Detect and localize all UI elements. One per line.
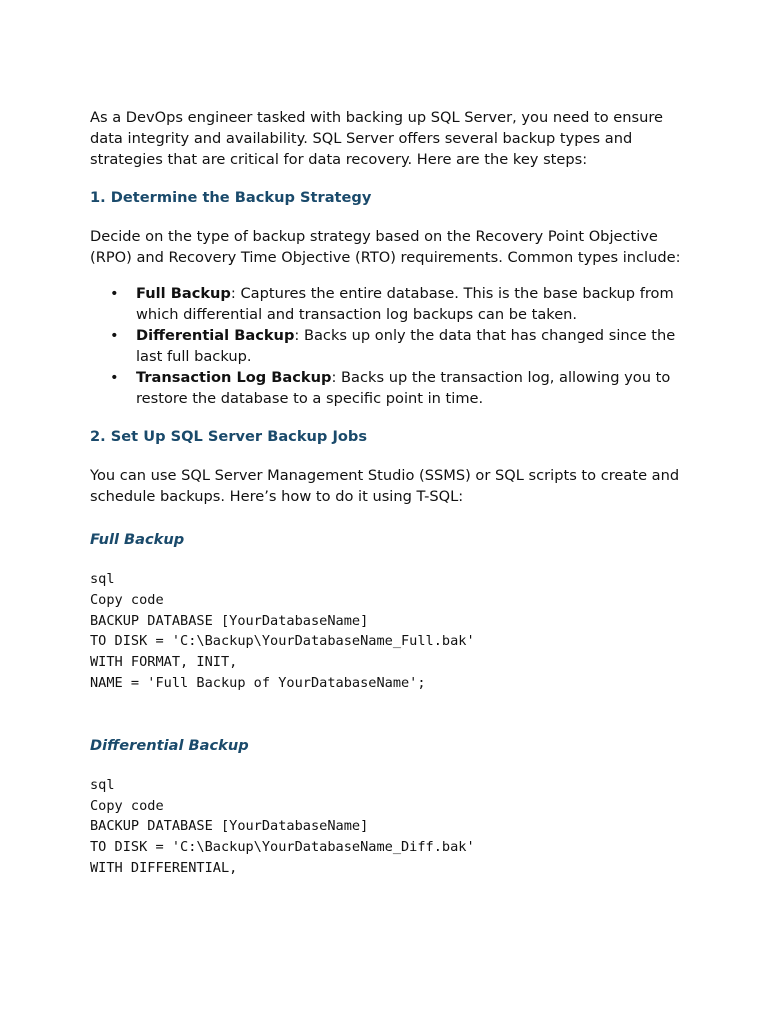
list-item-transaction-log-backup [90,367,690,409]
bullet-icon: • [110,285,119,302]
list-item-full-backup [90,283,690,325]
subheading-differential-backup: Differential Backup [90,736,249,754]
differential-backup-code: BACKUP DATABASE [YourDatabaseName] TO DISK = 'C:\Backup\YourDatabaseName_Diff.bak' WITH DIFFERENTIAL, [90,818,475,876]
list-item-text: : Backs up only the data that has changed since the last full backup. [136,327,676,365]
intro-paragraph: As a DevOps engineer tasked with backing up SQL Server, you need to ensure data integrity and availability. SQL Server offers several backup types and strategies that are critical for data recovery. Here are the key steps: [90,109,664,168]
list-item-term: Transaction Log Backup [136,369,332,386]
differential-backup-code-block [90,775,690,879]
code-language-label: sql [90,571,115,587]
section-heading-backup-jobs: 2. Set Up SQL Server Backup Jobs [90,428,368,445]
list-item-term: Differential Backup [136,327,295,344]
list-item-differential-backup [90,325,690,367]
copy-code-button[interactable]: Copy code [90,797,164,814]
full-backup-code: BACKUP DATABASE [YourDatabaseName] TO DISK = 'C:\Backup\YourDatabaseName_Full.bak' WITH FORMAT, INIT, NAME = 'Full Backup of YourDatabaseName'; [90,612,475,691]
list-item-text: : Backs up the transaction log, allowing you to restore the database to a specific point in time. [136,369,671,407]
bullet-icon: • [110,369,119,386]
backup-strategy-paragraph: Decide on the type of backup strategy based on the Recovery Point Objective (RPO) and Recovery Time Objective (RTO) requirements. Common types include: [90,228,681,266]
bullet-icon: • [110,327,119,344]
list-item-text: : Captures the entire database. This is the base backup from which differential and transaction log backups can be taken. [136,285,674,323]
full-backup-code-block [90,569,690,694]
list-item-term: Full Backup [136,285,231,302]
backup-types-list [90,283,690,409]
subheading-full-backup: Full Backup [90,531,185,548]
document-page [90,107,690,879]
code-language-label: sql [90,776,115,793]
section-heading-backup-strategy: 1. Determine the Backup Strategy [90,189,372,206]
copy-code-button[interactable]: Copy code [90,591,164,608]
backup-jobs-paragraph: You can use SQL Server Management Studio (SSMS) or SQL scripts to create and schedule backups. Here’s how to do it using T-SQL: [90,467,680,505]
